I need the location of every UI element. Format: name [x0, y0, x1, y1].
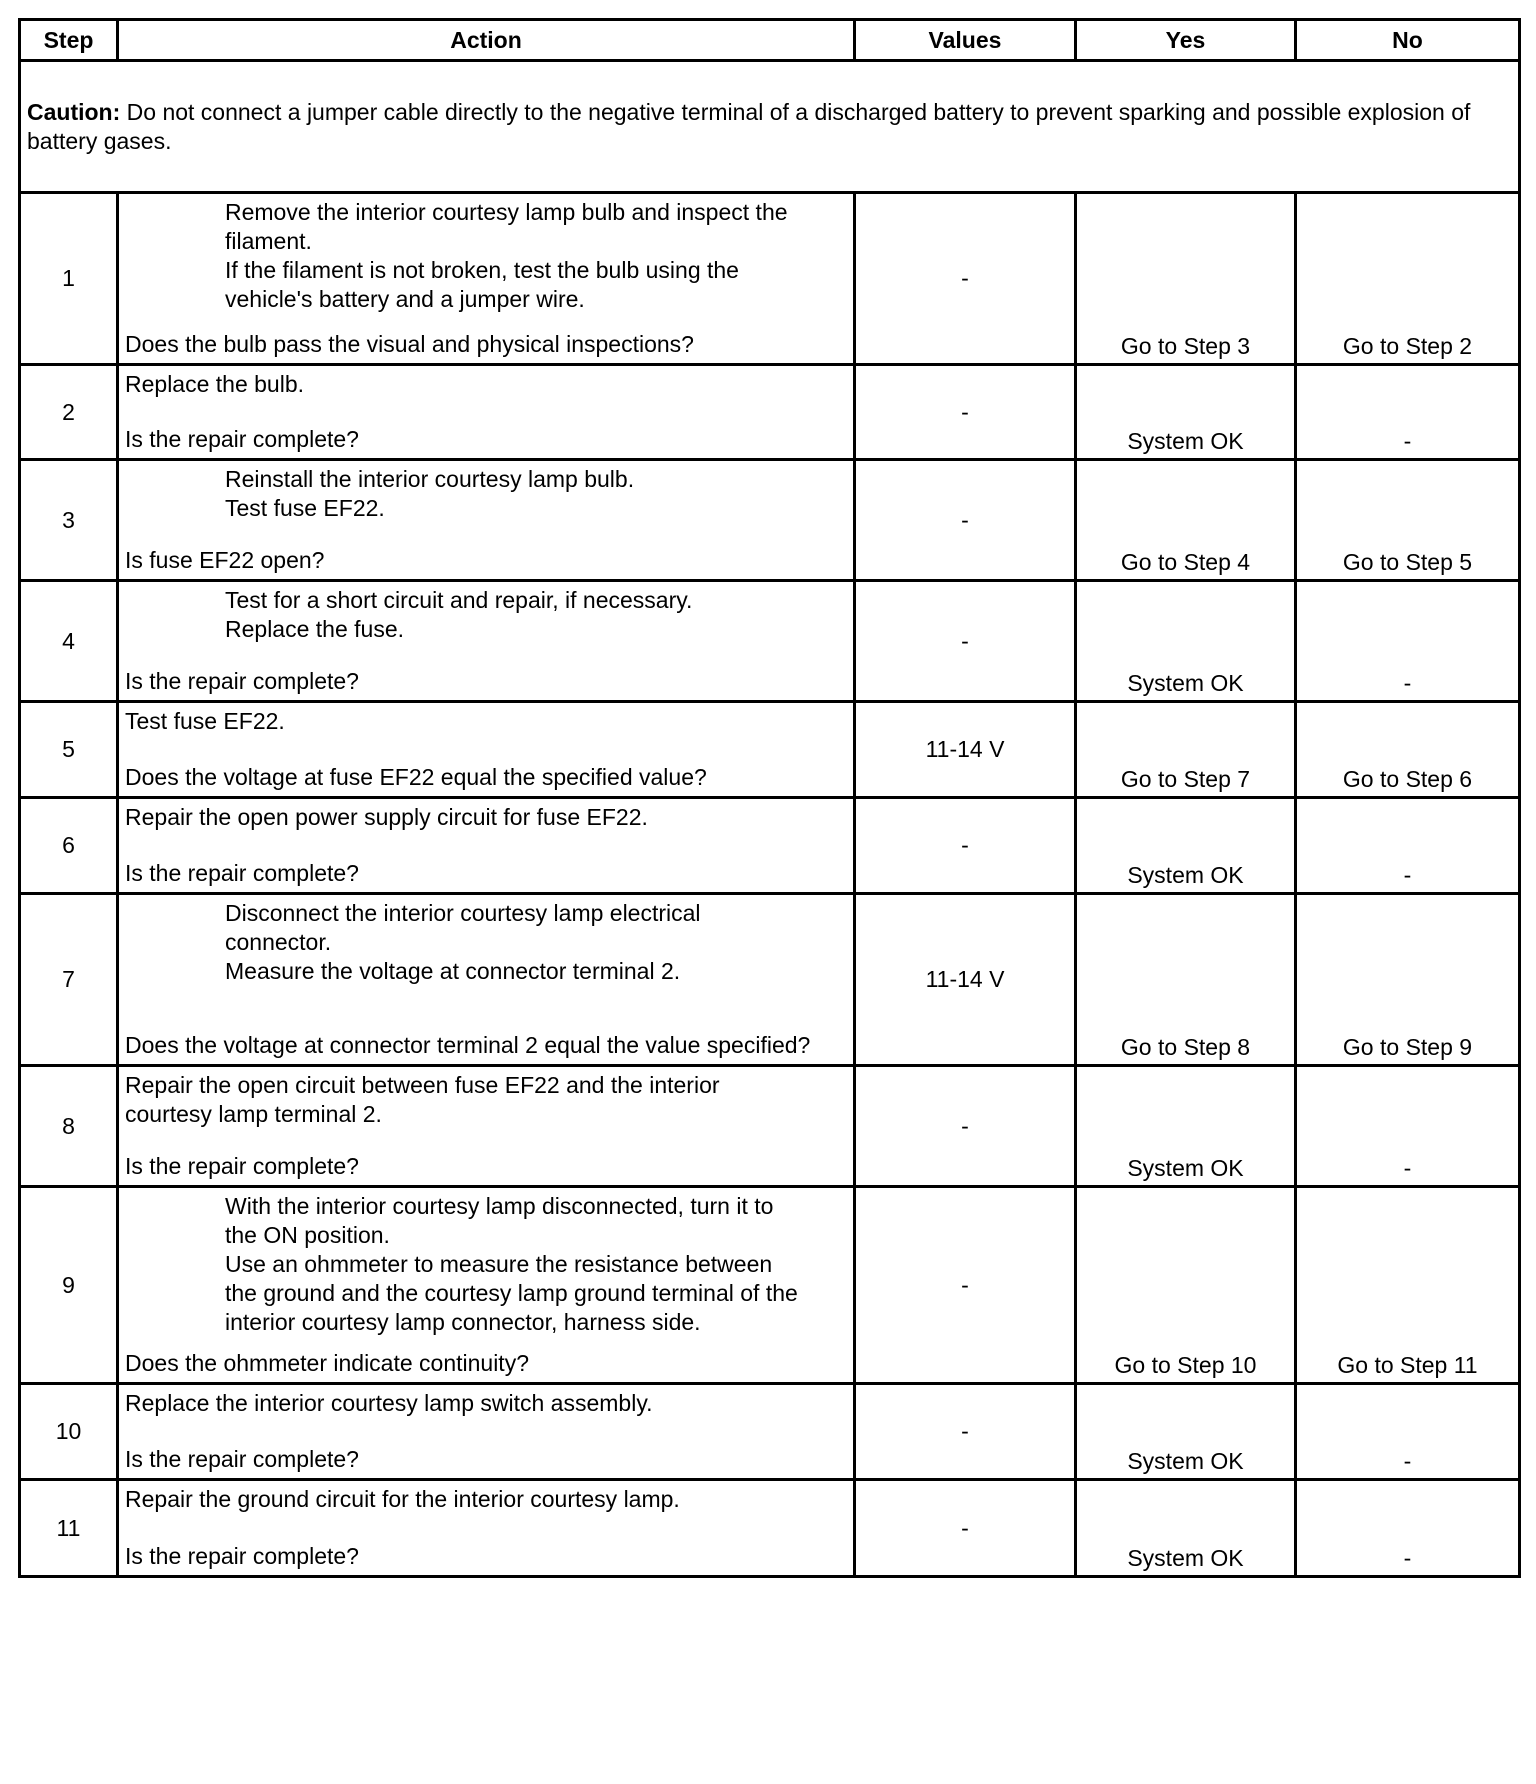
- step-number: 7: [20, 894, 118, 1066]
- table-row: [20, 581, 1520, 702]
- step-number: 5: [20, 702, 118, 798]
- action-instructions: [125, 1389, 847, 1418]
- yes-cell: Go to Step 7: [1076, 702, 1296, 798]
- no-cell: Go to Step 11: [1296, 1187, 1520, 1384]
- action-cell: [118, 894, 855, 1066]
- action-line: Test for a short circuit and repair, if necessary.: [225, 587, 693, 613]
- step-number: 2: [20, 365, 118, 460]
- action-line: Replace the bulb.: [125, 371, 305, 397]
- step-number: 1: [20, 193, 118, 365]
- action-content: [119, 895, 853, 1064]
- action-line: filament.: [225, 228, 312, 254]
- no-cell: -: [1296, 1384, 1520, 1480]
- value-cell: 11-14 V: [855, 702, 1076, 798]
- step-number: 9: [20, 1187, 118, 1384]
- value-cell: -: [855, 798, 1076, 894]
- yes-cell: System OK: [1076, 1066, 1296, 1187]
- caution-text: Do not connect a jumper cable directly to the negative terminal of a discharged battery to prevent sparking and possible explosion of battery gases.: [27, 98, 1471, 154]
- action-instructions: [125, 465, 847, 523]
- action-line: the ON position.: [225, 1222, 390, 1248]
- action-line: the ground and the courtesy lamp ground terminal of the: [225, 1280, 798, 1306]
- action-cell: [118, 1187, 855, 1384]
- diagnostic-table: [18, 18, 1521, 1578]
- no-cell: Go to Step 5: [1296, 460, 1520, 581]
- yes-cell: Go to Step 10: [1076, 1187, 1296, 1384]
- yes-cell: Go to Step 8: [1076, 894, 1296, 1066]
- no-cell: -: [1296, 1480, 1520, 1577]
- action-question: Does the voltage at fuse EF22 equal the specified value?: [125, 764, 707, 790]
- action-line: If the filament is not broken, test the bulb using the: [225, 257, 739, 283]
- table-row: [20, 1480, 1520, 1577]
- action-cell: [118, 1384, 855, 1480]
- action-question: Is the repair complete?: [125, 668, 359, 694]
- value-cell: -: [855, 581, 1076, 702]
- no-cell: Go to Step 2: [1296, 193, 1520, 365]
- yes-cell: System OK: [1076, 581, 1296, 702]
- action-line: connector.: [225, 929, 332, 955]
- table-row: [20, 460, 1520, 581]
- action-content: [119, 799, 853, 892]
- no-cell: -: [1296, 798, 1520, 894]
- action-cell: [118, 365, 855, 460]
- header-values: Values: [855, 20, 1076, 61]
- yes-cell: Go to Step 4: [1076, 460, 1296, 581]
- action-content: [119, 1385, 853, 1478]
- header-row: [20, 20, 1520, 61]
- action-instructions: [125, 198, 847, 314]
- table-row: [20, 193, 1520, 365]
- value-cell: -: [855, 365, 1076, 460]
- action-instructions: [125, 1071, 847, 1129]
- yes-cell: Go to Step 3: [1076, 193, 1296, 365]
- action-cell: [118, 193, 855, 365]
- action-content: [119, 1188, 853, 1382]
- action-instructions: [125, 707, 847, 736]
- value-cell: -: [855, 1187, 1076, 1384]
- header-step: Step: [20, 20, 118, 61]
- action-cell: [118, 581, 855, 702]
- action-line: Disconnect the interior courtesy lamp electrical: [225, 900, 701, 926]
- action-question: Is the repair complete?: [125, 426, 359, 452]
- action-content: [119, 703, 853, 796]
- action-cell: [118, 798, 855, 894]
- action-cell: [118, 460, 855, 581]
- caution-label: Caution:: [27, 98, 121, 125]
- action-line: Measure the voltage at connector terminal 2.: [225, 958, 681, 984]
- action-instructions: [125, 1192, 847, 1337]
- action-question: Is the repair complete?: [125, 1153, 359, 1179]
- action-line: Test fuse EF22.: [225, 495, 385, 521]
- action-instructions: [125, 803, 847, 832]
- action-line: courtesy lamp terminal 2.: [125, 1101, 382, 1127]
- table-row: [20, 1066, 1520, 1187]
- table-row: [20, 365, 1520, 460]
- step-number: 11: [20, 1480, 118, 1577]
- yes-cell: System OK: [1076, 798, 1296, 894]
- header-action: Action: [118, 20, 855, 61]
- action-cell: [118, 1480, 855, 1577]
- step-number: 4: [20, 581, 118, 702]
- action-instructions: [125, 899, 847, 986]
- action-instructions: [125, 1485, 847, 1514]
- action-question: Is the repair complete?: [125, 860, 359, 886]
- action-line: Repair the ground circuit for the interior courtesy lamp.: [125, 1486, 680, 1512]
- action-line: Use an ohmmeter to measure the resistance between: [225, 1251, 773, 1277]
- action-question: Does the bulb pass the visual and physical inspections?: [125, 331, 694, 357]
- action-line: interior courtesy lamp connector, harness side.: [225, 1309, 701, 1335]
- action-line: Repair the open power supply circuit for fuse EF22.: [125, 804, 648, 830]
- no-cell: -: [1296, 365, 1520, 460]
- step-number: 3: [20, 460, 118, 581]
- action-instructions: [125, 370, 847, 399]
- action-cell: [118, 702, 855, 798]
- action-content: [119, 1067, 853, 1185]
- value-cell: -: [855, 1066, 1076, 1187]
- action-line: Replace the fuse.: [225, 616, 405, 642]
- value-cell: -: [855, 1480, 1076, 1577]
- value-cell: -: [855, 1384, 1076, 1480]
- step-number: 8: [20, 1066, 118, 1187]
- no-cell: -: [1296, 1066, 1520, 1187]
- value-cell: -: [855, 460, 1076, 581]
- yes-cell: System OK: [1076, 1480, 1296, 1577]
- action-content: [119, 366, 853, 458]
- caution-row: [20, 61, 1520, 193]
- action-line: Reinstall the interior courtesy lamp bulb.: [225, 466, 635, 492]
- value-cell: -: [855, 193, 1076, 365]
- action-line: Remove the interior courtesy lamp bulb and inspect the: [225, 199, 788, 225]
- action-line: Replace the interior courtesy lamp switch assembly.: [125, 1390, 653, 1416]
- action-question: Is fuse EF22 open?: [125, 547, 325, 573]
- no-cell: -: [1296, 581, 1520, 702]
- table-row: [20, 894, 1520, 1066]
- no-cell: Go to Step 6: [1296, 702, 1520, 798]
- no-cell: Go to Step 9: [1296, 894, 1520, 1066]
- header-yes: Yes: [1076, 20, 1296, 61]
- action-question: Is the repair complete?: [125, 1446, 359, 1472]
- yes-cell: System OK: [1076, 1384, 1296, 1480]
- action-line: With the interior courtesy lamp disconnected, turn it to: [225, 1193, 774, 1219]
- action-cell: [118, 1066, 855, 1187]
- step-number: 6: [20, 798, 118, 894]
- action-content: [119, 461, 853, 579]
- table-row: [20, 798, 1520, 894]
- action-content: [119, 582, 853, 700]
- action-content: [119, 194, 853, 363]
- action-question: Does the voltage at connector terminal 2 equal the value specified?: [125, 1032, 811, 1058]
- value-cell: 11-14 V: [855, 894, 1076, 1066]
- table-row: [20, 702, 1520, 798]
- table-row: [20, 1187, 1520, 1384]
- action-question: Does the ohmmeter indicate continuity?: [125, 1350, 529, 1376]
- step-number: 10: [20, 1384, 118, 1480]
- action-line: Repair the open circuit between fuse EF22 and the interior: [125, 1072, 720, 1098]
- caution-cell: [20, 61, 1520, 193]
- action-instructions: [125, 586, 847, 644]
- action-content: [119, 1481, 853, 1575]
- yes-cell: System OK: [1076, 365, 1296, 460]
- table-row: [20, 1384, 1520, 1480]
- header-no: No: [1296, 20, 1520, 61]
- action-line: Test fuse EF22.: [125, 708, 285, 734]
- action-question: Is the repair complete?: [125, 1543, 359, 1569]
- action-line: vehicle's battery and a jumper wire.: [225, 286, 585, 312]
